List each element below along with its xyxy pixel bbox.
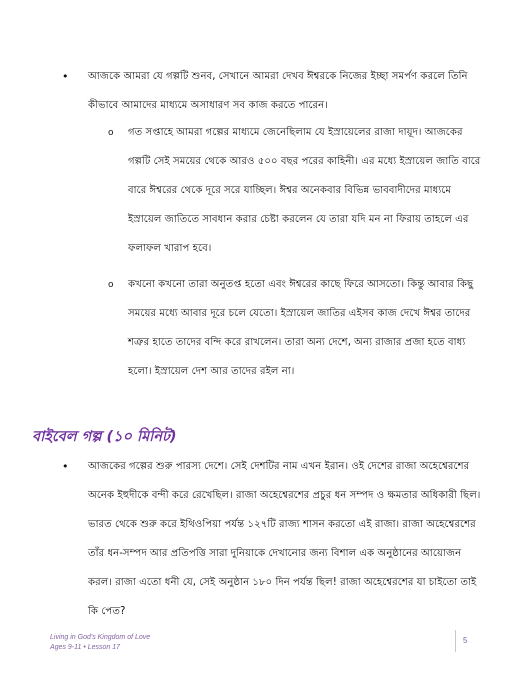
bullet-marker: • [62,70,69,83]
story-bullet [62,452,482,626]
page-footer [50,633,150,653]
sub-bullet-marker: o [108,280,114,290]
sub-bullet-exile [108,270,484,386]
section-heading: বাইবেল গল্প (১০ মিনিট) [32,429,177,445]
bullet-marker: • [62,460,69,473]
footer-title: Living in God's Kingdom of Love [50,634,151,641]
story-bullet-text: আজকের গল্পের শুরু পারস্য দেশে। সেই দেশটির নাম এখন ইরান। ওই দেশের রাজা অহেশ্বেরশের অনেক ইহুদীকে বন্দী করে রেখেছিল। রাজা অহেশ্বেরশের প্রচুর ধন সম্পদ ও ক্ষমতার অধিকারী ছিল। ভারত থেকে শুরু করে ইথিওপিয়া পর্যন্ত ১২৭টি রাজ্য শাসন করতো এই রাজা। রাজা অহেশ্বেরশের তাঁর ধন-সম্পদ আর প্রতিপত্তি সারা দুনিয়াকে দেখানোর জন্য বিশাল এক অনুষ্ঠানের আয়োজন করল। রাজা এতো ধনী যে, সেই অনুষ্ঠান ১৮০ দিন পর্যন্ত ছিল! রাজা অহেশ্বেরশের যা চাইতো তাই কি পেত? [88,461,481,617]
intro-bullet [62,62,482,120]
sub-bullet-previous-lesson [108,118,484,263]
page-number: 5 [463,636,468,645]
intro-bullet-text: আজকে আমরা যে গল্পটি শুনব, সেখানে আমরা দেখব ঈশ্বরকে নিজের ইচ্ছা সমর্পণ করলে তিনি কীভাবে আমাদের মাধ্যমে অসাধারণ সব কাজ করতে পারেন। [88,71,468,111]
sub-bullet-marker: o [108,128,114,138]
footer-divider [455,630,456,652]
sub-bullet-text: কখনো কখনো তারা অনুতপ্ত হতো এবং ঈশ্বরের কাছে ফিরে আসতো। কিন্তু আবার কিছু সময়ের মধ্যে আবার দূরে চলে যেতো। ইস্রায়েল জাতির এইসব কাজ দেখে ঈশ্বর তাদের শত্রুর হাতে তাদের বন্দি করে রাখলেন। তারা অন্য দেশে, অন্য রাজার প্রজা হতে বাধ্য হলো। ইস্রায়েল দেশ আর তাদের রইল না। [128,279,474,377]
sub-bullet-text: গত সপ্তাহে আমরা গল্পের মাধ্যমে জেনেছিলাম যে ইস্রায়েলের রাজা দায়ূদ। আজকের গল্পটি সেই সময়ের থেকে আরও ৫০০ বছর পরের কাহিনী। এর মধ্যে ইস্রায়েল জাতি বারে বারে ঈশ্বরের থেকে দূরে সরে যাচ্ছিল। ঈশ্বর অনেকবার বিভিন্ন ভাববাদীদের মাধ্যমে ইস্রায়েল জাতিতে সাবধান করার চেষ্টা করলেন যে তারা যদি মন না ফিরায় তাহলে এর ফলাফল খারাপ হবে। [128,127,481,254]
footer-lesson: Ages 9-11 • Lesson 17 [50,644,121,651]
